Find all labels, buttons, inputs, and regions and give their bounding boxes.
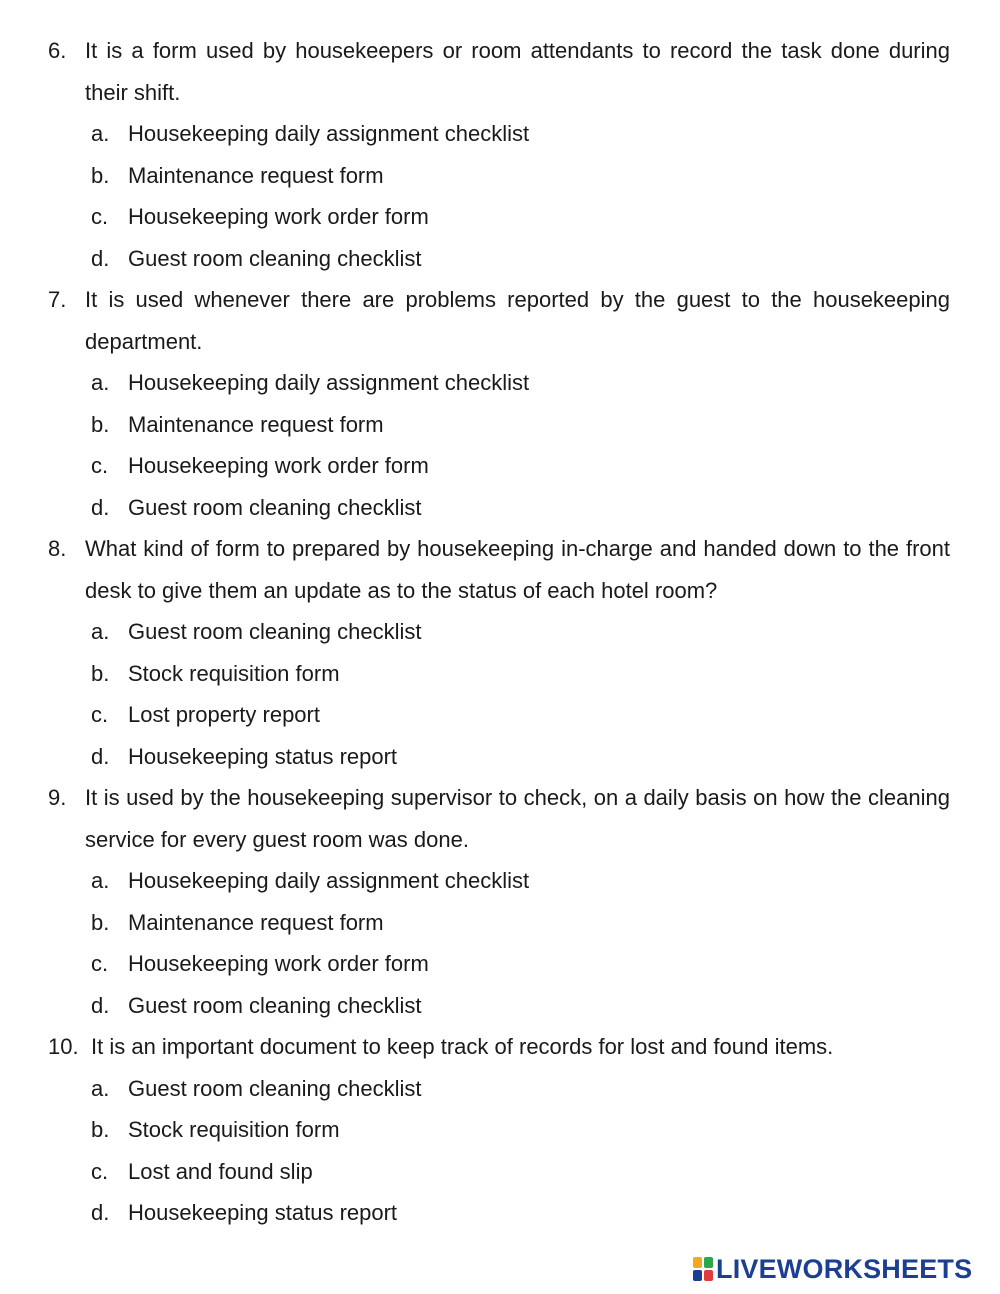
option-letter: b. xyxy=(91,1117,110,1142)
answer-option-c[interactable] xyxy=(0,1151,1000,1193)
option-text: Maintenance request form xyxy=(128,162,384,188)
option-letter: c. xyxy=(91,1158,109,1184)
liveworksheets-logo[interactable] xyxy=(693,1254,972,1284)
option-text: Guest room cleaning checklist xyxy=(128,245,422,271)
option-text: Guest room cleaning checklist xyxy=(128,619,422,644)
answer-option-c[interactable] xyxy=(0,196,1000,238)
option-letter: d. xyxy=(91,494,110,520)
answer-option-c[interactable] xyxy=(0,445,1000,487)
answer-option-c[interactable] xyxy=(0,694,1000,736)
option-letter: b. xyxy=(91,909,110,935)
option-letter: c. xyxy=(91,453,109,478)
option-letter: d. xyxy=(91,743,110,769)
option-letter: d. xyxy=(91,245,110,271)
question-number: 9. xyxy=(48,785,67,810)
answer-option-a[interactable] xyxy=(0,611,1000,653)
logo-square-4 xyxy=(704,1270,713,1281)
option-letter: c. xyxy=(91,702,109,727)
question-10 xyxy=(0,1026,1000,1234)
answer-option-b[interactable] xyxy=(0,404,1000,446)
liveworksheets-icon xyxy=(693,1257,713,1281)
option-text: Housekeeping daily assignment checklist xyxy=(128,121,530,146)
option-letter: d. xyxy=(91,1200,110,1225)
option-text: Housekeeping status report xyxy=(128,743,398,769)
answer-option-d[interactable] xyxy=(0,985,1000,1027)
option-letter: a. xyxy=(91,121,110,146)
question-9 xyxy=(0,777,1000,1026)
option-text: Guest room cleaning checklist xyxy=(128,494,422,520)
option-text: Housekeeping status report xyxy=(128,1200,398,1225)
answer-option-a[interactable] xyxy=(0,1068,1000,1110)
question-6 xyxy=(0,30,1000,279)
answer-option-d[interactable] xyxy=(0,487,1000,529)
option-text: Housekeeping daily assignment checklist xyxy=(128,868,530,893)
answer-option-a[interactable] xyxy=(0,860,1000,902)
brand-text: LIVEWORKSHEETS xyxy=(716,1254,973,1284)
option-text: Stock requisition form xyxy=(128,660,340,686)
question-stem: It is an important document to keep track of records for lost and found items. xyxy=(91,1034,834,1059)
option-text: Lost and found slip xyxy=(128,1158,313,1184)
option-text: Housekeeping work order form xyxy=(128,204,429,229)
option-text: Lost property report xyxy=(128,702,320,727)
answer-options xyxy=(0,362,1000,528)
answer-option-a[interactable] xyxy=(0,362,1000,404)
answer-options xyxy=(0,1068,1000,1234)
question-8 xyxy=(0,528,1000,777)
logo-square-3 xyxy=(693,1270,702,1281)
answer-option-b[interactable] xyxy=(0,902,1000,944)
option-letter: a. xyxy=(91,619,110,644)
answer-options xyxy=(0,860,1000,1026)
question-7 xyxy=(0,279,1000,528)
answer-option-d[interactable] xyxy=(0,736,1000,778)
option-text: Stock requisition form xyxy=(128,1117,340,1142)
question-stem: It is used whenever there are problems reported by the guest to the housekeeping department. xyxy=(85,287,950,354)
option-letter: a. xyxy=(91,1075,110,1101)
question-number: 6. xyxy=(48,38,67,63)
answer-options xyxy=(0,611,1000,777)
option-letter: b. xyxy=(91,411,110,437)
option-text: Housekeeping work order form xyxy=(128,951,429,976)
question-stem: It is a form used by housekeepers or room attendants to record the task done during their shift. xyxy=(85,38,950,105)
option-letter: b. xyxy=(91,660,110,686)
question-stem: It is used by the housekeeping supervisor to check, on a daily basis on how the cleaning service for every guest room was done. xyxy=(85,785,950,852)
answer-option-d[interactable] xyxy=(0,238,1000,280)
option-text: Maintenance request form xyxy=(128,909,384,935)
logo-square-2 xyxy=(704,1257,713,1268)
answer-option-b[interactable] xyxy=(0,155,1000,197)
question-number: 10. xyxy=(48,1034,79,1059)
answer-option-d[interactable] xyxy=(0,1192,1000,1234)
option-text: Housekeeping work order form xyxy=(128,453,429,478)
answer-options xyxy=(0,113,1000,279)
answer-option-c[interactable] xyxy=(0,943,1000,985)
question-stem: What kind of form to prepared by housekeeping in-charge and handed down to the front desk to give them an update as to the status of each hotel room? xyxy=(85,536,950,603)
answer-option-b[interactable] xyxy=(0,1109,1000,1151)
answer-option-b[interactable] xyxy=(0,653,1000,695)
logo-square-1 xyxy=(693,1257,702,1268)
option-letter: a. xyxy=(91,370,110,395)
option-letter: d. xyxy=(91,992,110,1018)
question-number: 8. xyxy=(48,536,67,561)
worksheet xyxy=(0,30,1000,1234)
option-letter: c. xyxy=(91,204,109,229)
option-letter: b. xyxy=(91,162,110,188)
option-text: Guest room cleaning checklist xyxy=(128,992,422,1018)
option-letter: c. xyxy=(91,951,109,976)
option-text: Maintenance request form xyxy=(128,411,384,437)
question-number: 7. xyxy=(48,287,67,312)
option-text: Housekeeping daily assignment checklist xyxy=(128,370,530,395)
answer-option-a[interactable] xyxy=(0,113,1000,155)
option-letter: a. xyxy=(91,868,110,893)
option-text: Guest room cleaning checklist xyxy=(128,1075,422,1101)
